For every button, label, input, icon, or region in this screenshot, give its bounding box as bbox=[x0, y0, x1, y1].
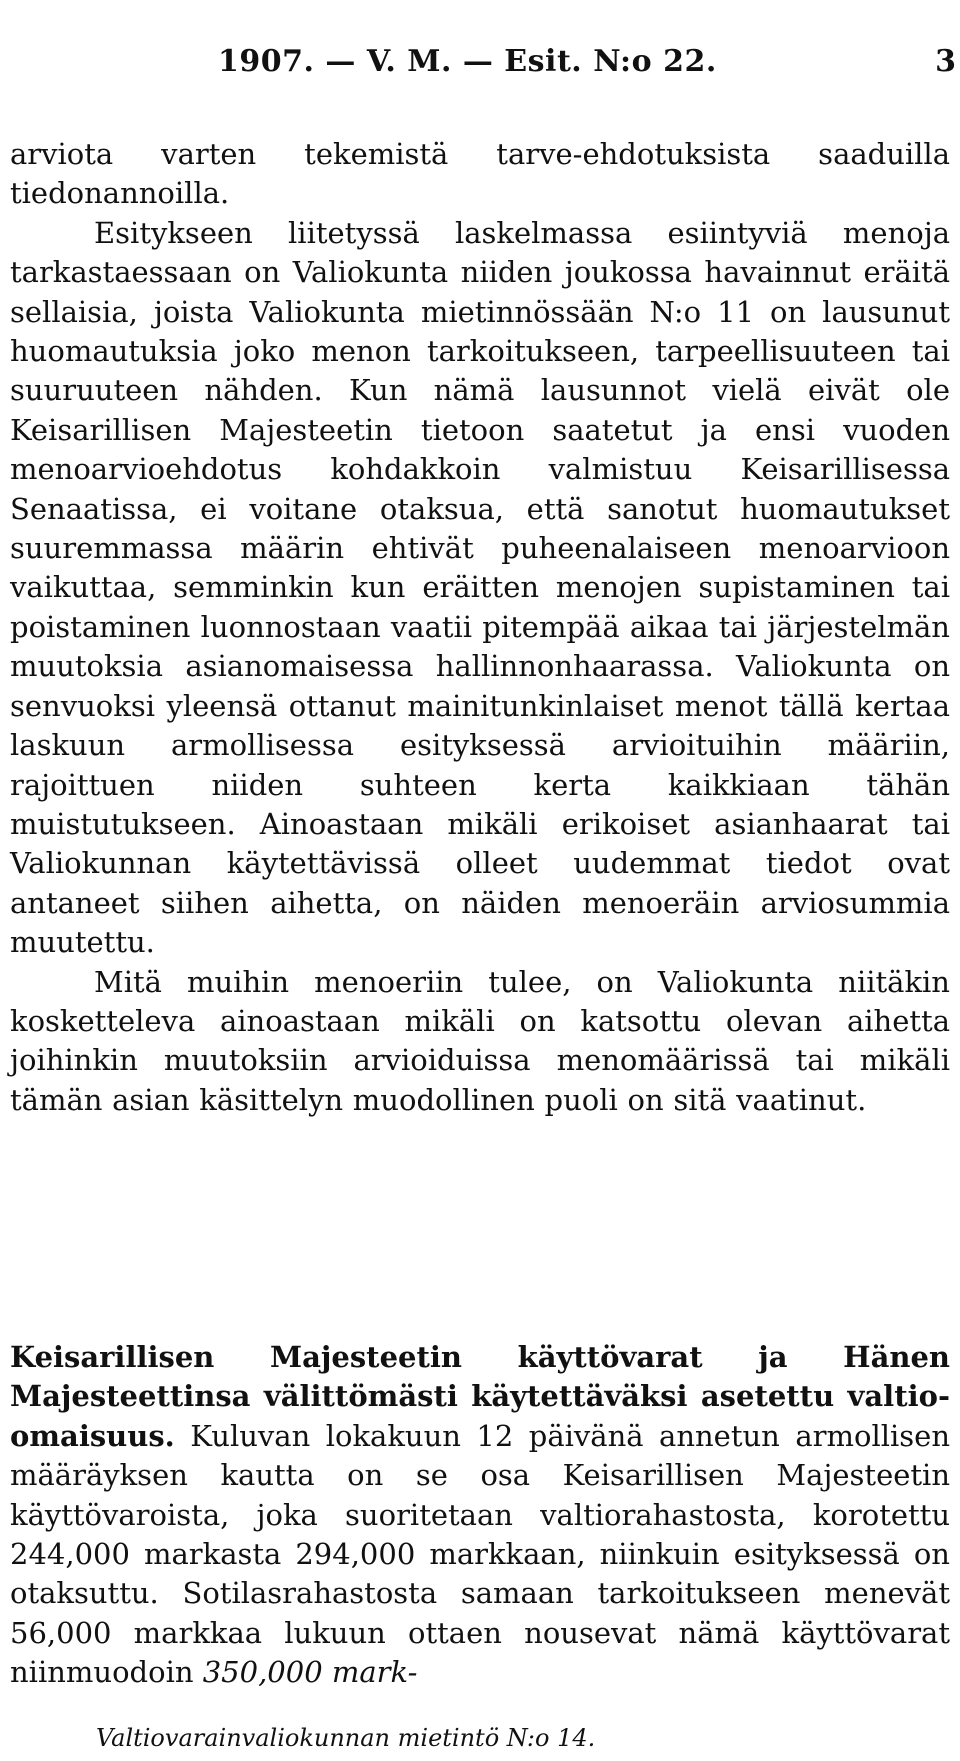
section-amount: 350,000 mark- bbox=[202, 1655, 418, 1690]
page-footer: Valtiovarainvaliokunnan mietintö N:o 14. bbox=[96, 1724, 596, 1752]
section-heading: Keisarillisen Majesteetin käyttövarat ja Hänen Majesteettinsa välittömästi käytettäväksi asetettu valtio-omaisuus. bbox=[10, 1340, 950, 1453]
page-header bbox=[0, 44, 960, 88]
body-text bbox=[10, 135, 950, 1120]
header-title: 1907. — V. M. — Esit. N:o 22. bbox=[218, 44, 717, 79]
section-text: Kuluvan lokakuun 12 päivänä annetun armollisen määräyksen kautta on se osa Keisarillisen Majesteetin käyttövaroista, joka suoritetaan valtiorahastosta, korotettu 244,000 markasta 294,000 markkaan, niinkuin esityksessä on otaksuttu. Sotilasrahastosta samaan tarkoitukseen menevät 56,000 markkaa lukuun ottaen nousevat nämä käyttövarat niinmuodoin bbox=[10, 1418, 950, 1690]
paragraph-3: Mitä muihin menoeriin tulee, on Valiokunta niitäkin kosketteleva ainoastaan mikäli on katsottu olevan aihetta joihinkin muutoksiin arvioiduissa menomäärissä tai mikäli tämän asian käsittelyn muodollinen puoli on sitä vaatinut. bbox=[10, 964, 950, 1117]
section-block bbox=[10, 1338, 950, 1693]
paragraph-1: arviota varten tekemistä tarve-ehdotuksista saaduilla tiedonannoilla. bbox=[10, 137, 950, 211]
page-number: 3 bbox=[935, 44, 956, 79]
paragraph-2: Esitykseen liitetyssä laskelmassa esiintyviä menoja tarkastaessaan on Valiokunta niiden joukossa havainnut eräitä sellaisia, joista Valiokunta mietinnössään N:o 11 on lausunut huomautuksia joko menon tarkoitukseen, tarpeellisuuteen tai suuruuteen nähden. Kun nämä lausunnot vielä eivät ole Keisarillisen Majesteetin tietoon saatetut ja ensi vuoden menoarvioehdotus kohdakkoin valmistuu Keisarillisessa Senaatissa, ei voitane otaksua, että sanotut huomautukset suuremmassa määrin ehtivät puheenalaiseen menoarvioon vaikuttaa, semminkin kun eräitten menojen supistaminen tai poistaminen luonnostaan vaatii pitempää aikaa tai järjestelmän muutoksia asianomaisessa hallinnonhaarassa. Valiokunta on senvuoksi yleensä ottanut mainitunkinlaiset menot tällä kertaa laskuun armollisessa esityksessä arvioituihin määriin, rajoittuen niiden suhteen kerta kaikkiaan tähän muistutukseen. Ainoastaan mikäli erikoiset asianhaarat tai Valiokunnan käytettävissä olleet uudemmat tiedot ovat antaneet siihen aihetta, on näiden menoeräin arviosummia muutettu. bbox=[10, 215, 950, 960]
